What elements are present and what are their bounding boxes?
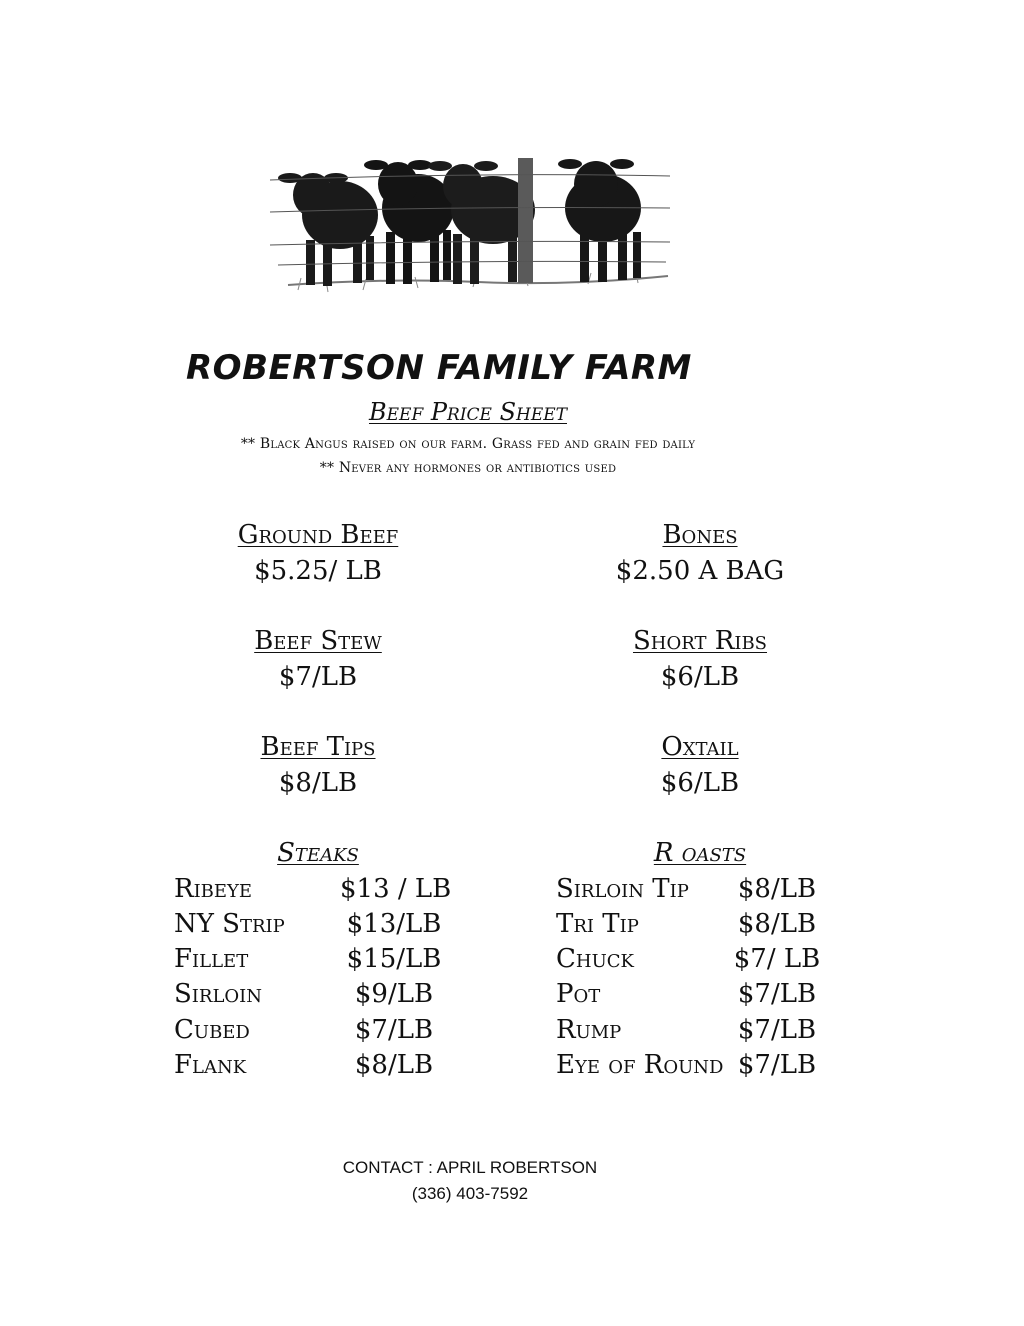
steak-price: $13/LB xyxy=(346,909,442,939)
item-name-ground-beef: Ground Beef xyxy=(237,520,399,550)
steak-name: Cubed xyxy=(174,1015,250,1045)
item-name-beef-tips: Beef Tips xyxy=(260,732,376,762)
roast-name: Sirloin Tip xyxy=(556,874,689,904)
roast-price: $8/LB xyxy=(737,909,817,939)
steak-price: $9/LB xyxy=(354,979,434,1009)
steak-price: $13 / LB xyxy=(340,874,452,904)
roast-price: $8/LB xyxy=(737,874,817,904)
item-price-short-ribs: $6/LB xyxy=(660,662,740,692)
steak-name: Ribeye xyxy=(174,874,253,904)
item-name-short-ribs: Short Ribs xyxy=(632,626,768,656)
contact-name: CONTACT : APRIL ROBERTSON xyxy=(342,1158,598,1177)
steak-price: $15/LB xyxy=(346,944,442,974)
steak-name: NY Strip xyxy=(174,909,285,939)
item-name-oxtail: Oxtail xyxy=(661,732,739,762)
item-price-beef-stew: $7/LB xyxy=(278,662,358,692)
roast-name: Pot xyxy=(556,979,601,1009)
cattle-illustration-icon xyxy=(268,150,678,300)
roast-price: $7/ LB xyxy=(733,944,821,974)
item-name-bones: Bones xyxy=(662,520,738,550)
steak-price: $8/LB xyxy=(354,1050,434,1080)
item-name-beef-stew: Beef Stew xyxy=(254,626,382,656)
item-price-bones: $2.50 A BAG xyxy=(615,556,785,586)
note-line-2: ** Never any hormones or antibiotics used xyxy=(319,460,617,476)
steaks-title: Steaks xyxy=(277,838,359,868)
roasts-title: R oasts xyxy=(653,838,747,868)
roast-price: $7/LB xyxy=(737,979,817,1009)
roast-name: Chuck xyxy=(556,944,634,974)
sheet-subtitle: Beef Price Sheet xyxy=(368,398,567,426)
roast-price: $7/LB xyxy=(737,1050,817,1080)
item-price-ground-beef: $5.25/ LB xyxy=(254,556,382,586)
item-price-beef-tips: $8/LB xyxy=(278,768,358,798)
farm-title: ROBERTSON FAMILY FARM xyxy=(186,348,692,388)
roast-price: $7/LB xyxy=(737,1015,817,1045)
roast-name: Eye of Round xyxy=(556,1050,724,1080)
steak-name: Sirloin xyxy=(174,979,263,1009)
roast-name: Tri Tip xyxy=(556,909,639,939)
steak-name: Fillet xyxy=(174,944,249,974)
item-price-oxtail: $6/LB xyxy=(660,768,740,798)
contact-phone: (336) 403-7592 xyxy=(411,1184,529,1203)
steak-price: $7/LB xyxy=(354,1015,434,1045)
roast-name: Rump xyxy=(556,1015,622,1045)
note-line-1: ** Black Angus raised on our farm. Grass fed and grain fed daily xyxy=(240,436,696,452)
steak-name: Flank xyxy=(174,1050,247,1080)
